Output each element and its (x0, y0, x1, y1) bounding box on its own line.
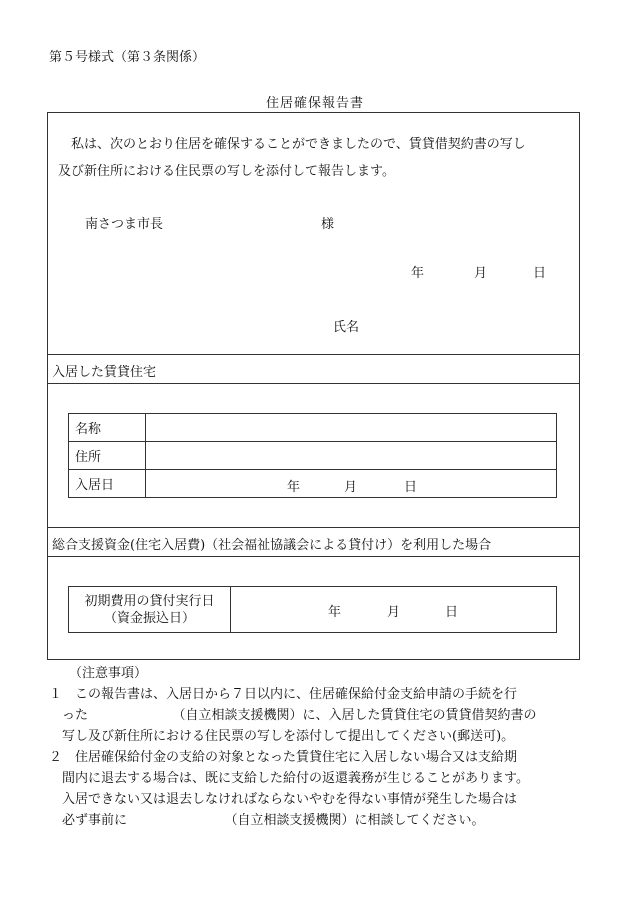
day-label: 日 (404, 480, 418, 495)
month-label: 月 (474, 266, 488, 281)
year-label: 年 (287, 480, 301, 495)
day-label: 日 (445, 605, 459, 620)
table-row (69, 587, 557, 633)
note-number: ２ (49, 750, 63, 765)
notes-heading: （注意事項） (69, 666, 148, 681)
note-item-1 (49, 684, 537, 747)
housing-table (68, 413, 557, 498)
note-line: 必ず事前に （自立相談支援機関）に相談してください。 (62, 813, 485, 828)
move-in-date-label: 入居日 (69, 470, 146, 498)
loan-section-title: 総合支援資金(住宅入居費)（社会福祉協議会による貸付け）を利用した場合 (52, 538, 492, 553)
divider (47, 527, 580, 528)
addressee-honorific: 様 (321, 217, 335, 232)
loan-date-label-line1: 初期費用の貸付実行日 (84, 593, 215, 609)
move-in-date-field[interactable] (146, 470, 557, 498)
year-label: 年 (328, 605, 342, 620)
intro-line-1: 私は、次のとおり住居を確保することができましたので、賃貸借契約書の写し (71, 137, 526, 152)
intro-text (58, 131, 578, 185)
applicant-name-label: 氏名 (333, 320, 360, 335)
note-line: この報告書は、入居日から７日以内に、住居確保給付金支給申請の手続を行 (75, 687, 518, 702)
month-label: 月 (344, 480, 358, 495)
divider (47, 383, 580, 384)
housing-section-title: 入居した賃貸住宅 (52, 365, 157, 380)
loan-table (68, 586, 557, 633)
housing-name-field[interactable] (146, 414, 557, 442)
divider (47, 556, 580, 557)
note-line: 写し及び新住所における住民票の写しを添付して提出してください(郵送可)。 (62, 729, 515, 744)
document-title: 住居確保報告書 (265, 96, 364, 111)
housing-name-label: 名称 (69, 414, 146, 442)
housing-address-field[interactable] (146, 442, 557, 470)
note-item-2 (49, 747, 529, 831)
report-date[interactable] (411, 262, 546, 281)
table-row (69, 414, 557, 442)
note-line: 間内に退去する場合は、既に支給した給付の返還義務が生じることがあります。 (62, 771, 529, 786)
note-line: 住居確保給付金の支給の対象となった賃貸住宅に入居しない場合又は支給期 (75, 750, 518, 765)
day-label: 日 (533, 266, 547, 281)
note-number: １ (49, 687, 63, 702)
intro-line-2: 及び新住所における住民票の写しを添付して報告します。 (58, 164, 395, 179)
note-line: った （自立相談支援機関）に、入居した賃貸住宅の賃貸借契約書の (62, 708, 537, 723)
loan-date-label (69, 587, 231, 633)
note-line: 入居できない又は退去しなければならないやむを得ない事情が発生した場合は (62, 792, 518, 807)
table-row (69, 442, 557, 470)
loan-date-label-line2: （資金振込日） (103, 610, 195, 626)
housing-address-label: 住所 (69, 442, 146, 470)
addressee-mayor: 南さつま市長 (85, 217, 164, 232)
divider (47, 354, 580, 355)
loan-date-field[interactable] (231, 587, 557, 633)
form-number-label: 第５号様式（第３条関係） (49, 50, 206, 65)
year-label: 年 (411, 266, 425, 281)
month-label: 月 (387, 605, 401, 620)
form-frame (47, 112, 580, 660)
table-row (69, 470, 557, 498)
